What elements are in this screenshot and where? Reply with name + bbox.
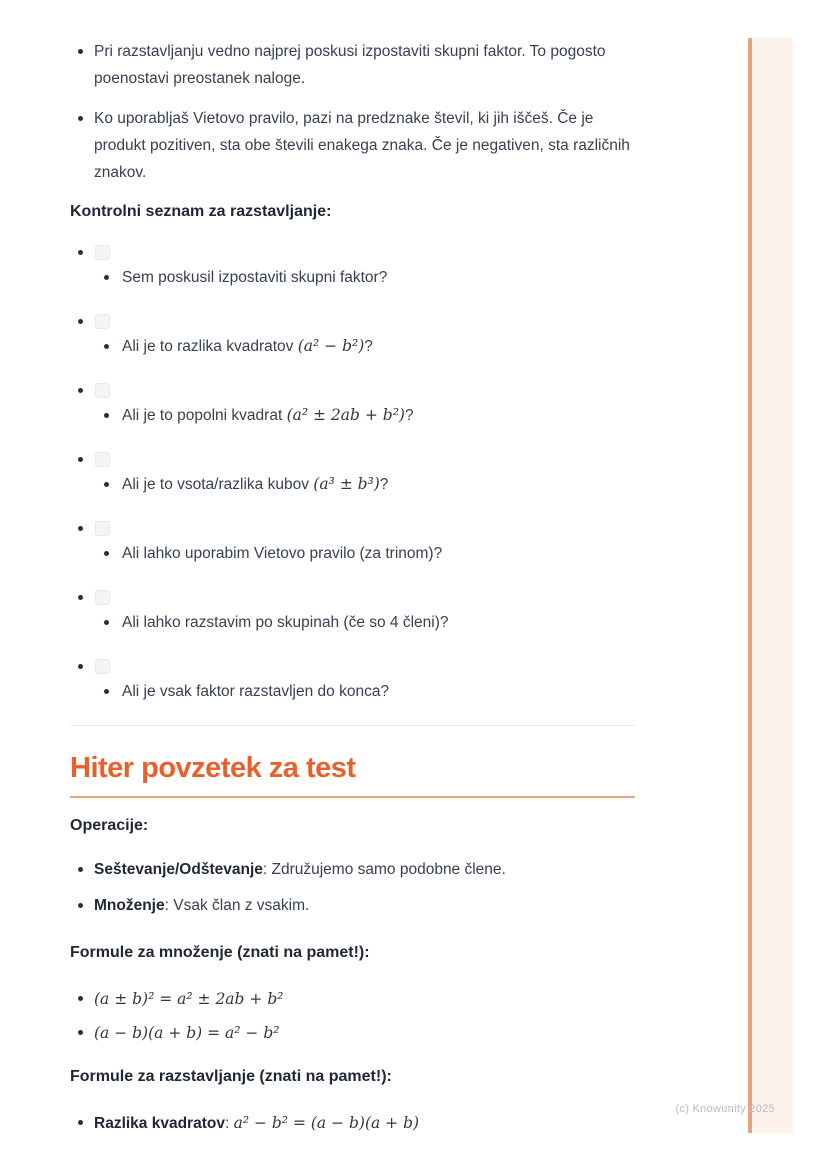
list-item (70, 105, 635, 186)
intro-bullet-text: Pri razstavljanju vedno najprej poskusi izpostaviti skupni faktor. To pogosto poenostavi preostanek naloge. (94, 43, 606, 87)
checkbox[interactable] (95, 245, 110, 260)
operations-list (70, 856, 635, 919)
section-title: Hiter povzetek za test (70, 752, 356, 784)
operation-text (94, 856, 506, 883)
checkbox[interactable] (95, 383, 110, 398)
bullet-icon (78, 526, 83, 531)
mult-formulas-heading: Formule za množenje (znati na pamet!): (70, 944, 370, 961)
checklist-heading: Kontrolni seznam za razstavljanje: (70, 203, 332, 220)
bullet-icon (78, 996, 83, 1001)
bullet-icon (104, 344, 109, 349)
intro-bullet-list (70, 38, 635, 186)
bullet-icon (78, 388, 83, 393)
bullet-icon (78, 319, 83, 324)
bullet-icon (78, 1030, 83, 1035)
question-suffix: ? (379, 476, 389, 493)
operation-term: Seštevanje/Odštevanje (94, 861, 263, 878)
right-accent-stripe-fill (752, 38, 793, 1133)
bullet-icon (78, 250, 83, 255)
checklist-item (70, 242, 635, 291)
math-expression: (a³ ± b³) (313, 475, 380, 493)
checklist-question (122, 264, 387, 291)
question-text: Ali lahko razstavim po skupinah (če so 4 členi)? (122, 614, 449, 631)
question-suffix: ? (364, 338, 373, 355)
operation-term: Množenje (94, 897, 165, 914)
bullet-icon (78, 867, 83, 872)
question-text: Sem poskusil izpostaviti skupni faktor? (122, 269, 388, 286)
question-text: Ali je to razlika kvadratov (122, 338, 298, 355)
bullet-icon (104, 482, 109, 487)
math-formula: (a ± b)² = a² ± 2ab + b² (94, 990, 284, 1008)
checklist-item (70, 518, 635, 567)
checklist-item (70, 380, 635, 429)
checkbox[interactable] (95, 659, 110, 674)
section-divider (70, 725, 635, 726)
math-formula: (a − b)(a + b) = a² − b² (94, 1024, 280, 1042)
operations-heading: Operacije: (70, 817, 149, 834)
checkbox[interactable] (95, 314, 110, 329)
checklist-question (122, 678, 389, 705)
factor-formulas-heading: Formule za razstavljanje (znati na pamet!): (70, 1068, 392, 1085)
bullet-icon (78, 903, 83, 908)
operation-text (94, 892, 309, 919)
math-expression: (a² ± 2ab + b²) (286, 406, 405, 424)
bullet-icon (78, 1120, 83, 1125)
bullet-icon (104, 413, 109, 418)
question-text: Ali je to popolni kvadrat (122, 407, 287, 424)
copyright-watermark: (c) Knowunity 2025 (675, 1103, 775, 1115)
checklist-question (122, 402, 414, 429)
operation-description: : Združujemo samo podobne člene. (262, 861, 506, 878)
operation-description: : Vsak član z vsakim. (164, 897, 310, 914)
question-suffix: ? (404, 407, 414, 424)
checklist-question (122, 609, 449, 636)
checkbox[interactable] (95, 590, 110, 605)
bullet-icon (78, 664, 83, 669)
bullet-icon (104, 275, 109, 280)
document-content (70, 38, 635, 1136)
list-item (70, 1021, 635, 1045)
mult-formulas-list (70, 987, 635, 1045)
checkbox[interactable] (95, 521, 110, 536)
question-text: Ali je to vsota/razlika kubov (122, 476, 314, 493)
formula-separator: : (224, 1115, 234, 1132)
bullet-icon (78, 116, 83, 121)
math-expression: (a² − b²) (297, 337, 365, 355)
list-item (70, 38, 635, 92)
question-text: Ali lahko uporabim Vietovo pravilo (za trinom)? (122, 545, 443, 562)
checklist-item (70, 449, 635, 498)
checklist (70, 242, 635, 705)
list-item (70, 987, 635, 1011)
checklist-question (122, 471, 388, 498)
bullet-icon (104, 689, 109, 694)
section-title-underline (70, 796, 635, 798)
checkbox[interactable] (95, 452, 110, 467)
checklist-item (70, 311, 635, 360)
list-item (70, 856, 635, 883)
checklist-item (70, 656, 635, 705)
checklist-question (122, 540, 442, 567)
bullet-icon (78, 595, 83, 600)
factor-formula (94, 1111, 419, 1136)
formula-term: Razlika kvadratov (94, 1115, 225, 1132)
list-item (70, 892, 635, 919)
factor-formulas-list (70, 1111, 635, 1136)
bullet-icon (104, 551, 109, 556)
bullet-icon (78, 49, 83, 54)
checklist-question (122, 333, 373, 360)
question-text: Ali je vsak faktor razstavljen do konca? (122, 683, 390, 700)
bullet-icon (78, 457, 83, 462)
bullet-icon (104, 620, 109, 625)
list-item (70, 1111, 635, 1136)
intro-bullet-text: Ko uporabljaš Vietovo pravilo, pazi na predznake števil, ki jih iščeš. Če je produkt pozitiven, sta obe števili enakega znaka. Če je negativen, sta različnih znakov. (94, 110, 630, 181)
math-formula: a² − b² = (a − b)(a + b) (233, 1114, 420, 1132)
checklist-item (70, 587, 635, 636)
